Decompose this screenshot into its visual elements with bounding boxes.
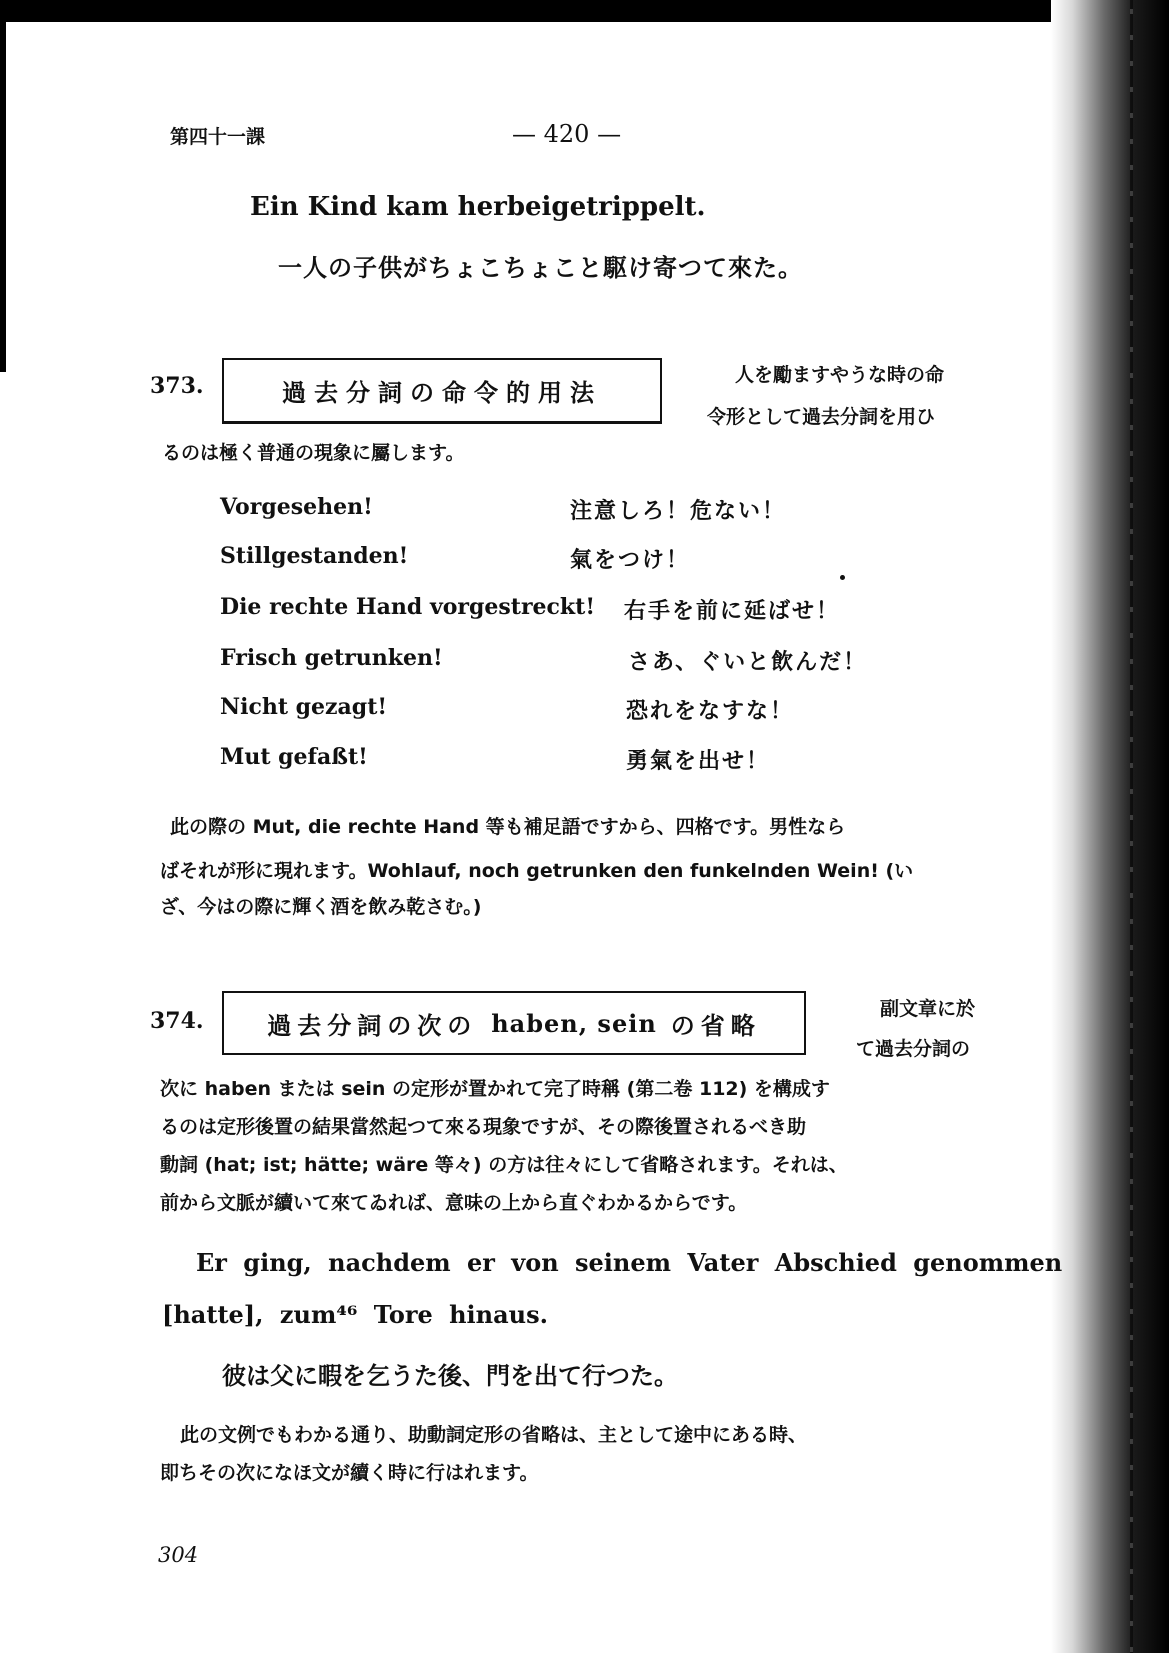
example-german: Ein Kind kam herbeigetrippelt. — [250, 192, 706, 222]
body-line: るのは定形後置の結果當然起つて來る現象ですが、その際後置されるべき助 — [160, 1116, 807, 1138]
closing-line: 即ちその次になほ文が續く時に行はれます。 — [160, 1462, 539, 1484]
scan-border-top — [0, 0, 1169, 22]
section-373-title: 過去分詞の命令的用法 — [282, 379, 602, 407]
body-line: 前から文脈が續いて來てゐれば、意味の上から直ぐわかるからです。 — [160, 1192, 748, 1214]
example-row-de: Vorgesehen! — [220, 494, 373, 520]
note-line: ざ、今はの際に輝く酒を飲み乾さむ。) — [160, 896, 482, 918]
closing-line: 此の文例でもわかる通り、助動詞定形の省略は、主として途中にある時、 — [180, 1424, 808, 1446]
section-374-number: 374. — [150, 1008, 204, 1034]
page-number-header: — 420 — — [512, 120, 622, 148]
example-row-de: Die rechte Hand vorgestreckt! — [220, 594, 595, 620]
example-row-jp: 氣をつけ！ — [570, 548, 691, 573]
page-number-footer: 304 — [158, 1543, 199, 1567]
section-373-side-line-2: 令形として過去分詞を用ひ — [707, 406, 936, 428]
note-line: ばそれが形に現れます。Wohlauf, noch getrunken den funkelnden Wein! (い — [160, 860, 914, 882]
section-374-title-part1: 過去分詞の次の — [267, 1011, 478, 1040]
section-373-side-line-1: 人を勵ますやうな時の命 — [735, 364, 945, 386]
example-row-jp: 恐れをなすな！ — [626, 699, 795, 724]
section-373-continuation: るのは極く普通の現象に屬します。 — [162, 442, 465, 464]
example-row-jp: さあ、ぐいと飲んだ！ — [628, 650, 868, 675]
print-speck — [840, 575, 845, 580]
section-373-title-box — [222, 358, 662, 424]
lesson-label: 第四十一課 — [170, 126, 266, 148]
example-japanese: 一人の子供がちょこちょこと駆け寄つて來た。 — [278, 254, 803, 282]
section-374-side-line-1: 副文章に於 — [880, 998, 976, 1020]
section-374-title-box — [222, 991, 806, 1055]
example-row-de: Stillgestanden! — [220, 543, 409, 569]
section-374-side-line-2: て過去分詞の — [856, 1038, 971, 1060]
example-row-jp: 注意しろ！危ない！ — [570, 499, 787, 524]
scan-shadow-right — [1051, 0, 1169, 1653]
body-line: 動詞 (hat; ist; hätte; wäre 等々) の方は往々にして省略されます。それは、 — [160, 1154, 848, 1176]
scan-border-left — [0, 0, 6, 372]
section-374-title-part2: の省略 — [670, 1011, 761, 1040]
example-row-jp: 勇氣を出せ！ — [626, 749, 771, 774]
example-row-de: Mut gefaßt! — [220, 744, 368, 770]
section-374-title-german: haben, sein — [491, 1008, 657, 1038]
section-373-number: 373. — [150, 373, 204, 399]
body-line: 次に haben または sein の定形が置かれて完了時稱 (第二卷 112) を構成す — [160, 1078, 830, 1100]
example-374-german-2: [hatte], zum⁴⁶ Tore hinaus. — [162, 1300, 548, 1329]
example-row-de: Nicht gezagt! — [220, 694, 388, 720]
example-row-jp: 右手を前に延ばせ！ — [624, 599, 841, 624]
example-374-german-1: Er ging, nachdem er von seinem Vater Abschied genommen — [196, 1248, 1063, 1277]
example-row-de: Frisch getrunken! — [220, 645, 443, 671]
example-374-japanese: 彼は父に暇を乞うた後、門を出て行つた。 — [222, 1362, 678, 1390]
scan-page-edge — [1130, 0, 1133, 1653]
note-line: 此の際の Mut, die rechte Hand 等も補足語ですから、四格です。男性なら — [170, 816, 846, 838]
